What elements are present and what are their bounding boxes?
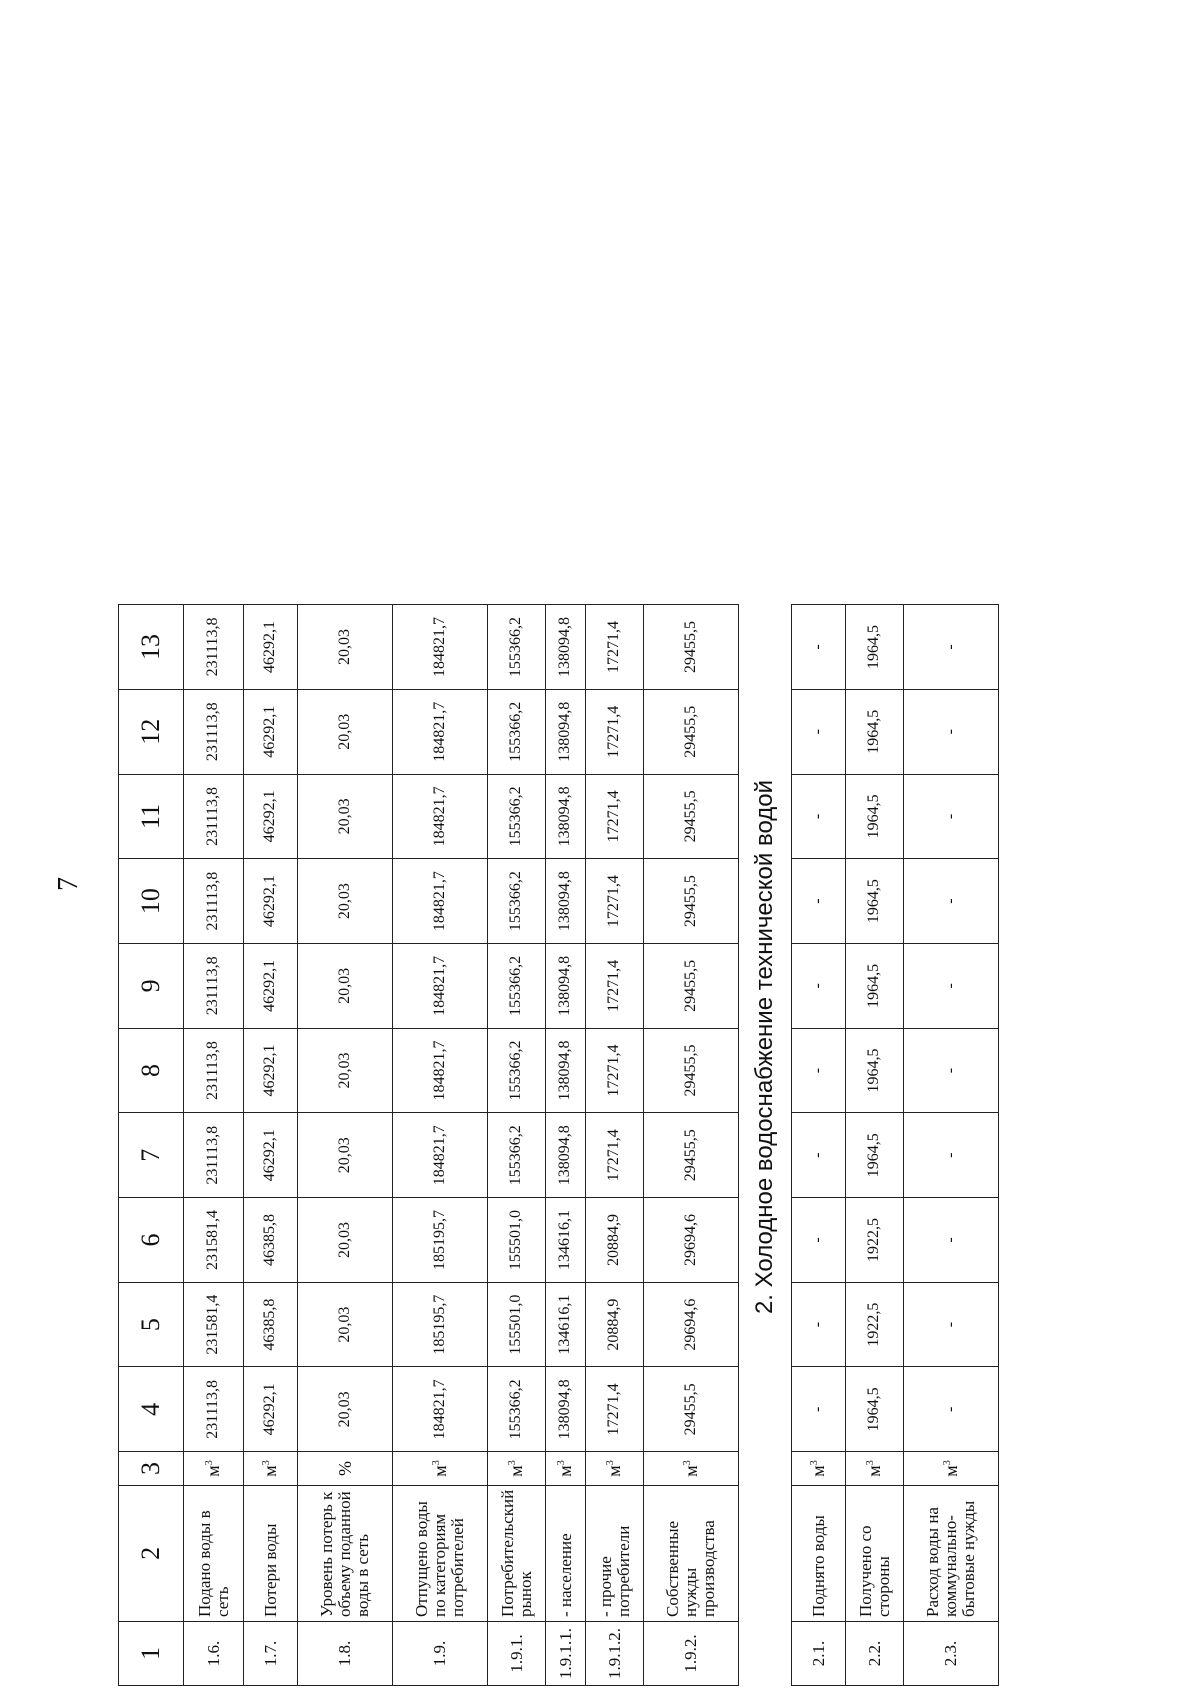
row-value: 29455,5 xyxy=(644,1028,739,1113)
row-value: 231581,4 xyxy=(184,1282,244,1367)
row-value: 1922,5 xyxy=(846,1198,904,1283)
row-value: - xyxy=(792,689,846,774)
row-value: 1964,5 xyxy=(846,689,904,774)
row-value: 17271,4 xyxy=(586,1028,644,1113)
section-title-row xyxy=(739,605,792,1686)
row-value: 138094,8 xyxy=(546,605,586,690)
row-value: 46292,1 xyxy=(244,859,298,944)
row-value: - xyxy=(904,689,999,774)
row-value: 46385,8 xyxy=(244,1282,298,1367)
row-value: - xyxy=(904,1367,999,1452)
row-value: 155366,2 xyxy=(488,1113,546,1198)
row-value: 29455,5 xyxy=(644,859,739,944)
row-value: 29455,5 xyxy=(644,774,739,859)
row-value: 46292,1 xyxy=(244,605,298,690)
row-value: 231113,8 xyxy=(184,943,244,1028)
table-row xyxy=(488,605,546,1686)
row-value: 1964,5 xyxy=(846,774,904,859)
row-value: 184821,7 xyxy=(393,1113,488,1198)
row-value: 29694,6 xyxy=(644,1282,739,1367)
row-code: 1.9.2. xyxy=(644,1622,739,1686)
row-value: 20,03 xyxy=(298,774,393,859)
row-value: 155366,2 xyxy=(488,774,546,859)
row-code: 2.1. xyxy=(792,1622,846,1686)
row-value: - xyxy=(792,1198,846,1283)
table-row xyxy=(644,605,739,1686)
row-code: 1.9. xyxy=(393,1622,488,1686)
column-number: 2 xyxy=(119,1485,184,1621)
row-unit: $м^3$ xyxy=(644,1452,739,1486)
row-value: 231113,8 xyxy=(184,1367,244,1452)
row-unit: $м^3$ xyxy=(546,1452,586,1486)
row-value: 155366,2 xyxy=(488,943,546,1028)
page-number: 7 xyxy=(53,877,84,891)
row-value: 29455,5 xyxy=(644,605,739,690)
row-value: 46292,1 xyxy=(244,689,298,774)
row-name: Получено со стороны xyxy=(846,1485,904,1621)
row-value: 138094,8 xyxy=(546,943,586,1028)
column-number: 6 xyxy=(119,1198,184,1283)
row-code: 1.7. xyxy=(244,1622,298,1686)
column-number: 3 xyxy=(119,1452,184,1486)
row-code: 1.8. xyxy=(298,1622,393,1686)
row-value: - xyxy=(904,943,999,1028)
row-value: - xyxy=(792,1028,846,1113)
row-value: 46292,1 xyxy=(244,774,298,859)
row-value: - xyxy=(904,774,999,859)
row-value: 17271,4 xyxy=(586,689,644,774)
row-name: Поднято воды xyxy=(792,1485,846,1621)
row-value: 17271,4 xyxy=(586,943,644,1028)
row-name: Подано воды в сеть xyxy=(184,1485,244,1621)
row-value: - xyxy=(904,859,999,944)
table-row xyxy=(792,605,846,1686)
row-value: 231581,4 xyxy=(184,1198,244,1283)
row-name: Собственные нужды производства xyxy=(644,1485,739,1621)
row-value: 29455,5 xyxy=(644,943,739,1028)
row-value: 20884,9 xyxy=(586,1198,644,1283)
row-value: 231113,8 xyxy=(184,605,244,690)
row-value: - xyxy=(792,605,846,690)
row-value: - xyxy=(792,1367,846,1452)
row-value: 20884,9 xyxy=(586,1282,644,1367)
row-value: 20,03 xyxy=(298,859,393,944)
column-number: 10 xyxy=(119,859,184,944)
row-name: Отпущено воды по категориям потребителей xyxy=(393,1485,488,1621)
row-value: 1964,5 xyxy=(846,605,904,690)
row-value: 29455,5 xyxy=(644,1113,739,1198)
row-value: 155366,2 xyxy=(488,689,546,774)
row-value: 138094,8 xyxy=(546,859,586,944)
row-value: 184821,7 xyxy=(393,1367,488,1452)
row-value: 17271,4 xyxy=(586,1367,644,1452)
row-value: 29694,6 xyxy=(644,1198,739,1283)
row-value: - xyxy=(904,605,999,690)
row-value: 1964,5 xyxy=(846,943,904,1028)
row-value: 1964,5 xyxy=(846,859,904,944)
column-number: 1 xyxy=(119,1622,184,1686)
row-value: - xyxy=(792,1113,846,1198)
row-value: 1964,5 xyxy=(846,1113,904,1198)
table-row xyxy=(546,605,586,1686)
row-value: 46292,1 xyxy=(244,1028,298,1113)
row-value: 231113,8 xyxy=(184,859,244,944)
row-unit: $м^3$ xyxy=(792,1452,846,1486)
row-code: 1.6. xyxy=(184,1622,244,1686)
row-value: 184821,7 xyxy=(393,1028,488,1113)
column-number: 4 xyxy=(119,1367,184,1452)
row-code: 2.2. xyxy=(846,1622,904,1686)
row-value: 1922,5 xyxy=(846,1282,904,1367)
row-unit: $м^3$ xyxy=(393,1452,488,1486)
row-value: - xyxy=(792,774,846,859)
row-value: - xyxy=(904,1113,999,1198)
row-value: 155366,2 xyxy=(488,1028,546,1113)
row-value: 46385,8 xyxy=(244,1198,298,1283)
row-name: Потери воды xyxy=(244,1485,298,1621)
row-value: 138094,8 xyxy=(546,1367,586,1452)
row-value: 155366,2 xyxy=(488,1367,546,1452)
row-value: 231113,8 xyxy=(184,1113,244,1198)
row-value: 20,03 xyxy=(298,1198,393,1283)
row-value: 138094,8 xyxy=(546,1028,586,1113)
row-value: 134616,1 xyxy=(546,1198,586,1283)
row-value: 20,03 xyxy=(298,1028,393,1113)
row-value: - xyxy=(904,1198,999,1283)
row-value: - xyxy=(792,859,846,944)
row-name: Потребительский рынок xyxy=(488,1485,546,1621)
row-value: 29455,5 xyxy=(644,1367,739,1452)
row-unit: $м^3$ xyxy=(488,1452,546,1486)
row-value: 1964,5 xyxy=(846,1367,904,1452)
column-number: 5 xyxy=(119,1282,184,1367)
row-unit: $м^3$ xyxy=(904,1452,999,1486)
table-row xyxy=(244,605,298,1686)
rotated-page xyxy=(118,604,999,1686)
row-value: 184821,7 xyxy=(393,774,488,859)
section-title: 2. Холодное водоснабжение технической водой xyxy=(751,779,779,1315)
row-value: 231113,8 xyxy=(184,1028,244,1113)
row-name: Уровень потерь к объему поданной воды в сеть xyxy=(298,1485,393,1621)
row-value: 155501,0 xyxy=(488,1282,546,1367)
row-value: 29455,5 xyxy=(644,689,739,774)
row-value: 20,03 xyxy=(298,605,393,690)
row-unit: $м^3$ xyxy=(184,1452,244,1486)
table-row xyxy=(586,605,644,1686)
row-value: 46292,1 xyxy=(244,1113,298,1198)
row-name: - население xyxy=(546,1485,586,1621)
row-code: 1.9.1.1. xyxy=(546,1622,586,1686)
row-value: 17271,4 xyxy=(586,774,644,859)
row-value: - xyxy=(792,943,846,1028)
row-value: 138094,8 xyxy=(546,1113,586,1198)
row-name: - прочие потребители xyxy=(586,1485,644,1621)
row-code: 1.9.1. xyxy=(488,1622,546,1686)
row-value: 17271,4 xyxy=(586,605,644,690)
row-value: 231113,8 xyxy=(184,774,244,859)
table-row xyxy=(846,605,904,1686)
row-value: 185195,7 xyxy=(393,1198,488,1283)
row-unit: $м^3$ xyxy=(846,1452,904,1486)
row-value: 138094,8 xyxy=(546,689,586,774)
table-row xyxy=(393,605,488,1686)
row-value: 17271,4 xyxy=(586,1113,644,1198)
column-number: 13 xyxy=(119,605,184,690)
row-value: 20,03 xyxy=(298,1113,393,1198)
row-value: - xyxy=(904,1282,999,1367)
column-number: 12 xyxy=(119,689,184,774)
row-value: 20,03 xyxy=(298,1367,393,1452)
row-value: 46292,1 xyxy=(244,1367,298,1452)
row-value: 46292,1 xyxy=(244,943,298,1028)
row-value: 155366,2 xyxy=(488,859,546,944)
row-value: 20,03 xyxy=(298,1282,393,1367)
row-value: 231113,8 xyxy=(184,689,244,774)
row-unit: % xyxy=(298,1452,393,1486)
column-number: 11 xyxy=(119,774,184,859)
row-value: 155501,0 xyxy=(488,1198,546,1283)
column-number: 9 xyxy=(119,943,184,1028)
row-name: Расход воды на коммунально-бытовые нужды xyxy=(904,1485,999,1621)
column-number: 7 xyxy=(119,1113,184,1198)
row-unit: $м^3$ xyxy=(244,1452,298,1486)
row-code: 1.9.1.2. xyxy=(586,1622,644,1686)
row-value: 184821,7 xyxy=(393,605,488,690)
row-value: 185195,7 xyxy=(393,1282,488,1367)
row-value: 20,03 xyxy=(298,689,393,774)
table-row xyxy=(904,605,999,1686)
water-balance-table xyxy=(118,604,999,1686)
column-number: 8 xyxy=(119,1028,184,1113)
row-value: - xyxy=(904,1028,999,1113)
table-row xyxy=(298,605,393,1686)
row-value: 184821,7 xyxy=(393,943,488,1028)
column-number-row xyxy=(119,605,184,1686)
table-row xyxy=(184,605,244,1686)
row-value: 138094,8 xyxy=(546,774,586,859)
row-value: 134616,1 xyxy=(546,1282,586,1367)
row-value: 184821,7 xyxy=(393,859,488,944)
row-value: 184821,7 xyxy=(393,689,488,774)
row-value: 17271,4 xyxy=(586,859,644,944)
row-value: 155366,2 xyxy=(488,605,546,690)
row-value: 1964,5 xyxy=(846,1028,904,1113)
row-value: 20,03 xyxy=(298,943,393,1028)
row-code: 2.3. xyxy=(904,1622,999,1686)
row-unit: $м^3$ xyxy=(586,1452,644,1486)
row-value: - xyxy=(792,1282,846,1367)
